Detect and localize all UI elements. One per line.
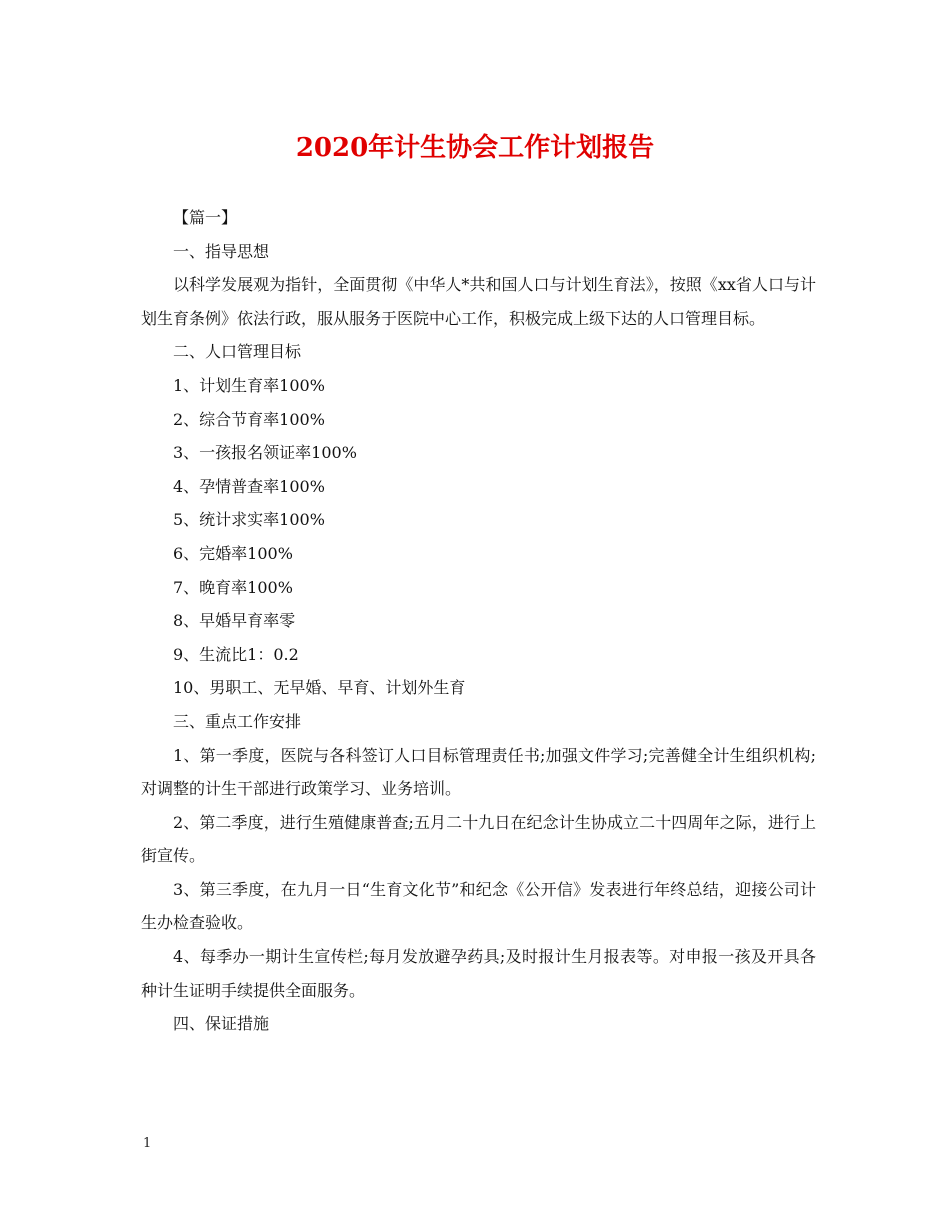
list-item: 5、统计求实率100% xyxy=(173,510,325,530)
list-item: 1、计划生育率100% xyxy=(173,375,325,395)
section-heading: 二、人口管理目标 xyxy=(173,342,302,362)
list-item: 9、生流比1：0.2 xyxy=(173,644,299,664)
page-number: 1 xyxy=(143,1136,152,1151)
document-body xyxy=(141,201,816,1041)
list-item: 6、完婚率100% xyxy=(173,543,293,563)
document-title: 2020年计生协会工作计划报告 xyxy=(295,133,655,163)
body-paragraph: 以科学发展观为指针，全面贯彻《中华人*共和国人口与计划生育法》，按照《xx省人口与计划生育条例》依法行政，服从服务于医院中心工作，积极完成上级下达的人口管理目标。 xyxy=(141,275,816,328)
section-heading: 一、指导思想 xyxy=(173,241,270,261)
list-item: 2、综合节育率100% xyxy=(173,409,325,429)
list-item: 8、早婚早育率零 xyxy=(173,611,296,631)
list-item: 4、孕情普查率100% xyxy=(173,476,325,496)
section-heading: 四、保证措施 xyxy=(173,1014,270,1034)
list-item: 10、男职工、无早婚、早育、计划外生育 xyxy=(173,678,466,698)
body-paragraph: 2、第二季度，进行生殖健康普查;五月二十九日在纪念计生协成立二十四周年之际，进行上街宣传。 xyxy=(141,812,816,866)
body-paragraph: 4、每季办一期计生宣传栏;每月发放避孕药具;及时报计生月报表等。对申报一孩及开具各种计生证明手续提供全面服务。 xyxy=(141,947,816,1000)
body-paragraph: 3、第三季度，在九月一日“生育文化节”和纪念《公开信》发表进行年终总结，迎接公司计生办检查验收。 xyxy=(141,879,816,933)
list-item: 3、一孩报名领证率100% xyxy=(173,443,357,463)
body-paragraph: 1、第一季度，医院与各科签订人口目标管理责任书;加强文件学习;完善健全计生组织机构;对调整的计生干部进行政策学习、业务培训。 xyxy=(141,745,816,799)
section-marker: 【篇一】 xyxy=(173,208,238,227)
list-item: 7、晚育率100% xyxy=(173,577,293,597)
section-heading: 三、重点工作安排 xyxy=(173,711,302,731)
